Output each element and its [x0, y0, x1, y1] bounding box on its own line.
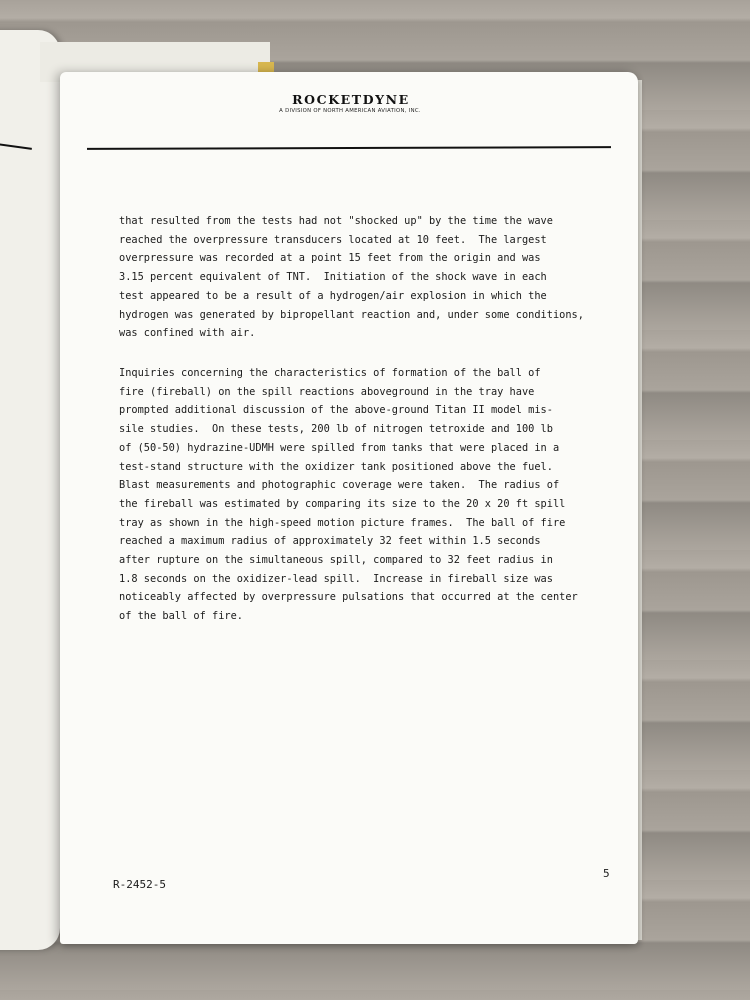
text-line: 3.15 percent equivalent of TNT. Initiation of the shock wave in each	[119, 271, 547, 284]
text-line: the fireball was estimated by comparing its size to the 20 x 20 ft spill	[119, 497, 566, 510]
text-line: prompted additional discussion of the above-ground Titan II model mis-	[119, 404, 553, 417]
paragraph-2	[119, 364, 629, 626]
paragraph-1	[119, 212, 629, 343]
text-line: noticeably affected by overpressure pulsations that occurred at the center	[119, 591, 578, 604]
text-line: fire (fireball) on the spill reactions aboveground in the tray have	[119, 385, 535, 398]
text-line: after rupture on the simultaneous spill, compared to 32 feet radius in	[119, 554, 553, 567]
text-line: overpressure was recorded at a point 15 feet from the origin and was	[119, 252, 541, 265]
page-number: 5	[603, 867, 610, 880]
text-line: that resulted from the tests had not "shocked up" by the time the wave	[119, 215, 553, 227]
report-number: R-2452-5	[113, 878, 166, 891]
text-line: of (50-50) hydrazine-UDMH were spilled from tanks that were placed in a	[119, 441, 560, 454]
text-line: reached the overpressure transducers located at 10 feet. The largest	[119, 233, 547, 246]
text-line: 1.8 seconds on the oxidizer-lead spill. Increase in fireball size was	[119, 572, 553, 585]
text-line: sile studies. On these tests, 200 lb of nitrogen tetroxide and 100 lb	[119, 423, 553, 436]
company-division: A DIVISION OF NORTH AMERICAN AVIATION, INC.	[279, 108, 421, 114]
text-line: test appeared to be a result of a hydrogen/air explosion in which the	[119, 289, 547, 302]
text-line: was confined with air.	[119, 327, 256, 340]
text-line: reached a maximum radius of approximately 32 feet within 1.5 seconds	[119, 535, 541, 548]
text-line: test-stand structure with the oxidizer tank positioned above the fuel.	[119, 460, 553, 473]
text-line: tray as shown in the high-speed motion picture frames. The ball of fire	[119, 516, 566, 529]
text-line: Inquiries concerning the characteristics of formation of the ball of	[119, 367, 541, 379]
text-line: hydrogen was generated by bipropellant reaction and, under some conditions,	[119, 308, 584, 321]
company-logo: ROCKETDYNE	[292, 92, 410, 107]
facing-page-mark	[0, 142, 32, 150]
text-line: of the ball of fire.	[119, 610, 243, 623]
facing-page-edge	[0, 30, 60, 950]
text-line: Blast measurements and photographic coverage were taken. The radius of	[119, 479, 560, 492]
